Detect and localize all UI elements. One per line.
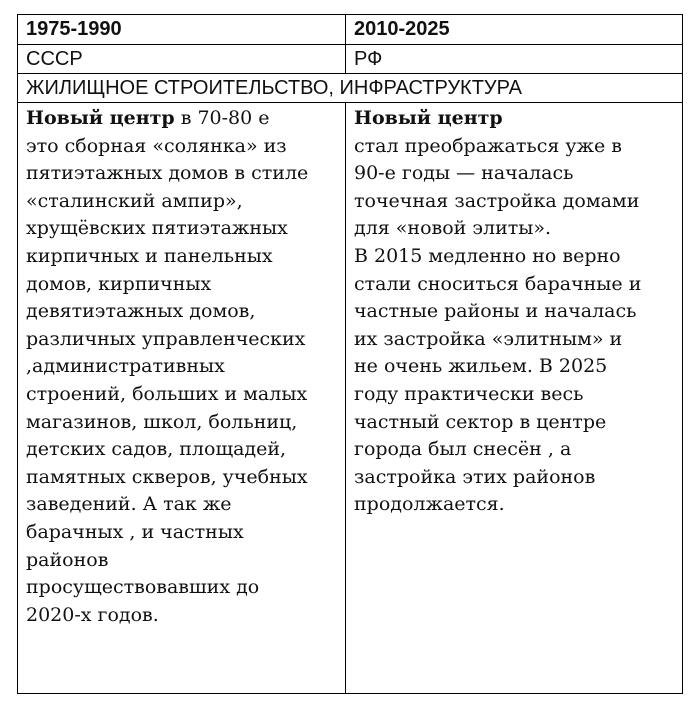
section-row	[18, 74, 683, 103]
header-period-2: 2010-2025	[346, 15, 683, 45]
left-text-block	[26, 105, 337, 629]
header-row	[18, 15, 683, 45]
header-period-1: 1975-1990	[18, 15, 346, 45]
right-cell	[346, 103, 683, 694]
left-cell	[18, 103, 346, 694]
body-row	[18, 103, 683, 694]
left-body: в 70-80 е это сборная «солянка» из пятиэтажных домов в стиле «сталинский ампир», хрущёвских пятиэтажных кирпичных и панельных домов, кирпичных девятиэтажных домов, различных управленческих ,административных строений, больших и малых магазинов, школ, больниц, детских садов, площадей, памятных скверов, учебных заведений. А так же барачных , и частных районов просуществовавших до 2020-х годов.	[26, 107, 309, 626]
section-title: ЖИЛИЩНОЕ СТРОИТЕЛЬСТВО, ИНФРАСТРУКТУРА	[18, 74, 683, 103]
country-1: СССР	[18, 45, 346, 74]
right-heading: Новый центр	[354, 107, 503, 129]
right-body: стал преображаться уже в 90-е годы — началась точечная застройка домами для «новой элиты». В 2015 медленно но верно стали сноситься барачные и частные районы и началась их застройка «элитным» и не очень жильем. В 2025 году практически весь частный сектор в центре города был снесён , а застройка этих районов продолжается.	[354, 134, 642, 516]
country-2: РФ	[346, 45, 683, 74]
left-heading: Новый центр	[26, 107, 175, 129]
comparison-table	[17, 14, 683, 694]
country-row	[18, 45, 683, 74]
right-text-block	[354, 105, 674, 519]
